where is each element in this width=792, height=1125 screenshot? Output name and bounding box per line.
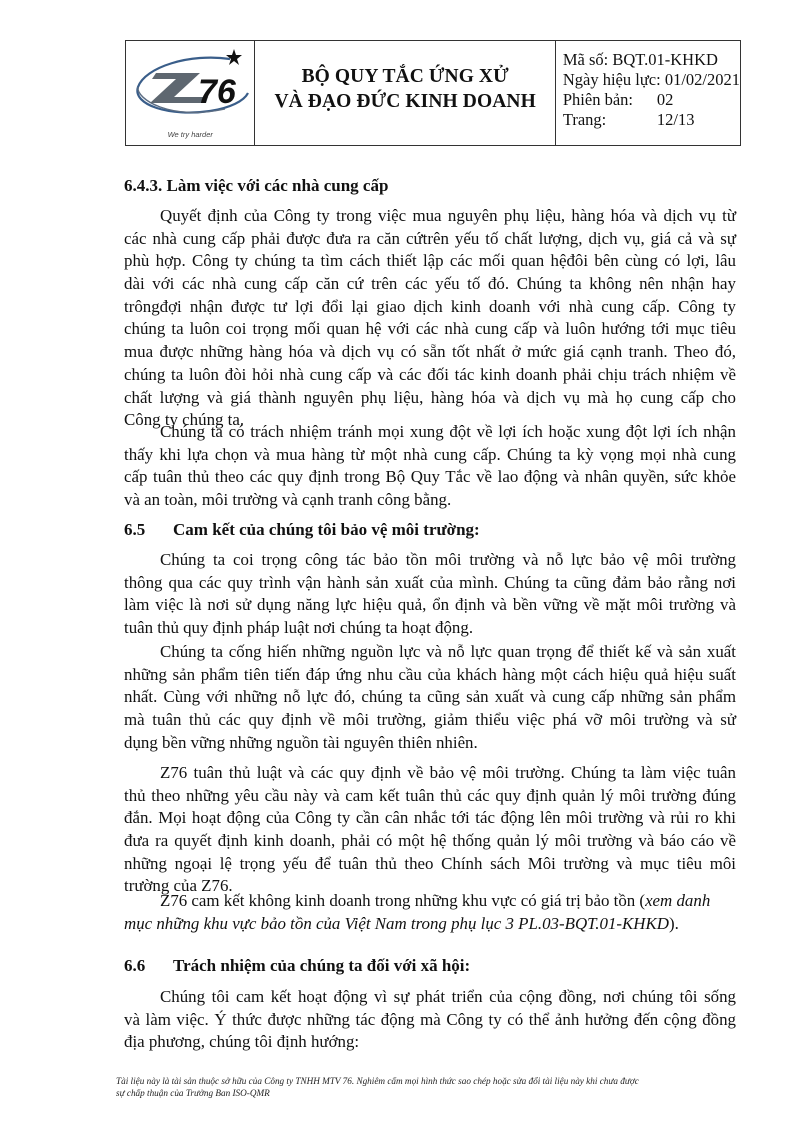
document-meta xyxy=(556,41,740,145)
text-line: Chúng ta coi trọng công tác bảo tồn môi trường và nỗ lực bảo vệ môi trường xyxy=(160,550,736,569)
logo-tagline: We try harder xyxy=(167,130,213,139)
text-line: thông qua các quy trình vận hành sản xuất của mình. Chúng ta cũng đảm bảo rằng nơi xyxy=(124,572,736,592)
footer-line-1: Tài liệu này là tài sản thuộc sở hữu của Công ty TNHH MTV 76. Nghiêm cấm mọi hình thức sao chép hoặc sửa đổi tài liệu này khi chưa được xyxy=(116,1076,639,1086)
title-line-1: BỘ QUY TẮC ỨNG XỬ xyxy=(301,66,509,87)
text-line: làm việc là nơi sử dụng năng lực hiệu quả, ổn định và bền vững về mặt môi trường và xyxy=(124,595,736,615)
text-line: Chúng ta có trách nhiệm tránh mọi xung đột về lợi ích hoặc xung đột lợi ích nhận xyxy=(160,422,736,441)
logo-76: 76 xyxy=(198,73,236,111)
text-line: dụng bền vững những nguồn tài nguyên thiên nhiên. xyxy=(124,732,478,752)
star-icon xyxy=(226,49,242,65)
text-line: mua được những hàng hóa và dịch vụ có sẵn tốt nhất ở mức giá cạnh tranh. Theo đó, xyxy=(124,342,736,362)
text-line: Công ty chúng ta. xyxy=(124,410,245,430)
paragraph xyxy=(124,762,736,898)
heading-6-4-3: 6.4.3. Làm việc với các nhà cung cấp xyxy=(124,176,389,195)
text-line: đắn. Mọi hoạt động của Công ty cần cân nhắc tới tác động lên môi trường và rủi ro khi xyxy=(124,808,736,828)
title-line-2: VÀ ĐẠO ĐỨC KINH DOANH xyxy=(274,91,536,112)
document-header xyxy=(125,40,741,146)
text-line: nhất. Cùng với những nỗ lực đó, chúng ta cũng sản xuất và cung cấp những sản phẩm xyxy=(124,687,736,707)
text-line: dài với các nhà cung cấp căn cứ trên các yếu tố đó. Chúng ta không nên nhận hay xyxy=(124,274,736,294)
section-title: Cam kết của chúng tôi bảo vệ môi trường: xyxy=(173,520,480,539)
text-line: thủ theo những yêu cầu này và cam kết tuân thủ các quy định quản lý môi trường đúng xyxy=(124,785,736,805)
text-line xyxy=(124,913,736,936)
text-line: trôngđợi nhận được tư lợi đổi lại giao dịch kinh doanh với nhà cung cấp. Công ty xyxy=(124,296,736,316)
text-segment: Z76 cam kết không kinh doanh trong những khu vực có giá trị bảo tồn ( xyxy=(160,891,646,910)
meta-version-label: Phiên bản: xyxy=(562,90,633,109)
footer-line-2: sự chấp thuận của Trưởng Ban ISO-QMR xyxy=(116,1088,270,1098)
text-line: phù hợp. Công ty chúng ta tìm cách thiết lập các mối quan hệđôi bên cùng có lợi, lâu xyxy=(124,251,736,271)
text-line: Chúng tôi cam kết hoạt động vì sự phát triển của cộng đồng, nơi chúng tôi sống xyxy=(160,987,736,1006)
meta-code-text: Mã số: BQT.01-KHKD xyxy=(562,50,718,69)
text-plain xyxy=(160,890,710,913)
page-footer xyxy=(116,1075,756,1099)
heading-6-5 xyxy=(124,520,480,540)
text-line xyxy=(124,890,736,913)
text-line: những sản phẩm tiên tiến đáp ứng nhu cầu của khách hàng một cách hiệu quả hiệu suất xyxy=(124,664,736,684)
section-title: Trách nhiệm của chúng ta đối với xã hội: xyxy=(173,956,471,975)
text-line: chúng ta luôn đòi hỏi nhà cung cấp và các đối tác kinh doanh phải chịu trách nhiệm về xyxy=(124,364,736,384)
text-italic-segment: xem danh xyxy=(645,891,711,910)
text-line: và an toàn, môi trường và cạnh tranh công bằng. xyxy=(124,490,452,510)
text-line: Chúng ta cống hiến những nguồn lực và nỗ lực quan trọng để thiết kế và sản xuất xyxy=(160,642,736,661)
meta-version xyxy=(563,90,740,110)
meta-effective-date xyxy=(563,70,740,90)
section-number: 6.6 xyxy=(124,956,146,975)
text-line: thấy khi lựa chọn và mua hàng từ một nhà cung cấp. Chúng ta kỳ vọng mọi nhà cung xyxy=(124,444,736,464)
text-line: chất lượng và giá thành nguyên phụ liệu, hàng hóa và dịch vụ mà họ cung cấp cho xyxy=(124,387,736,407)
section-number: 6.5 xyxy=(124,520,146,539)
meta-date-text: Ngày hiệu lực: 01/02/2021 xyxy=(562,70,740,89)
paragraph xyxy=(124,549,736,640)
paragraph xyxy=(124,890,736,935)
text-line: chúng ta luôn coi trọng mối quan hệ với các nhà cung cấp và luôn hướng tới mục tiêu xyxy=(124,319,736,339)
text-line: mà tuân thủ các quy định về môi trường, giảm thiểu việc phá vỡ môi trường và sử xyxy=(124,710,736,730)
paragraph xyxy=(124,986,736,1054)
paragraph xyxy=(124,205,736,432)
paragraph xyxy=(124,421,736,512)
meta-page-value: 12/13 xyxy=(656,110,695,129)
text-line: Z76 tuân thủ luật và các quy định về bảo vệ môi trường. Chúng ta làm việc tuân xyxy=(160,763,736,782)
text-line: và làm việc. Ý thức được những tác động mà Công ty có thể ảnh hưởng đến cộng đồng xyxy=(124,1009,736,1029)
heading-6-6 xyxy=(124,956,470,976)
meta-page-label: Trang: xyxy=(562,110,607,129)
text-segment: ). xyxy=(668,913,679,933)
z76-logo xyxy=(130,47,252,127)
text-line: Quyết định của Công ty trong việc mua nguyên phụ liệu, hàng hóa và dịch vụ từ xyxy=(160,206,736,225)
text-line: địa phương, chúng tôi định hướng: xyxy=(124,1032,360,1052)
text-line: các nhà cung cấp phải được đưa ra căn cứtrên yếu tố chất lượng, dịch vụ, giá cả và sự xyxy=(124,228,736,248)
text-line: tuân thủ quy định pháp luật nơi chúng ta hoạt động. xyxy=(124,618,474,638)
document-title xyxy=(255,41,555,145)
meta-version-value: 02 xyxy=(656,90,674,109)
logo-cell xyxy=(126,41,255,145)
annex-reference: mục những khu vực bảo tồn của Việt Nam trong phụ lục 3 PL.03-BQT.01-KHKD xyxy=(124,913,669,933)
text-line: những ngoại lệ trọng yếu để tuân thủ theo Chính sách Môi trường và mục tiêu môi xyxy=(124,853,736,873)
paragraph xyxy=(124,641,736,754)
text-line: cấp tuân thủ theo các quy định trong Bộ Quy Tắc về lao động và nhân quyền, sức khỏe xyxy=(124,467,736,487)
meta-code xyxy=(563,50,740,70)
text-line: đưa ra quyết định kinh doanh, phải có một hệ thống quản lý môi trường và báo cáo về xyxy=(124,831,736,851)
meta-page xyxy=(563,110,740,130)
text-line: trường của Z76. xyxy=(124,876,233,896)
